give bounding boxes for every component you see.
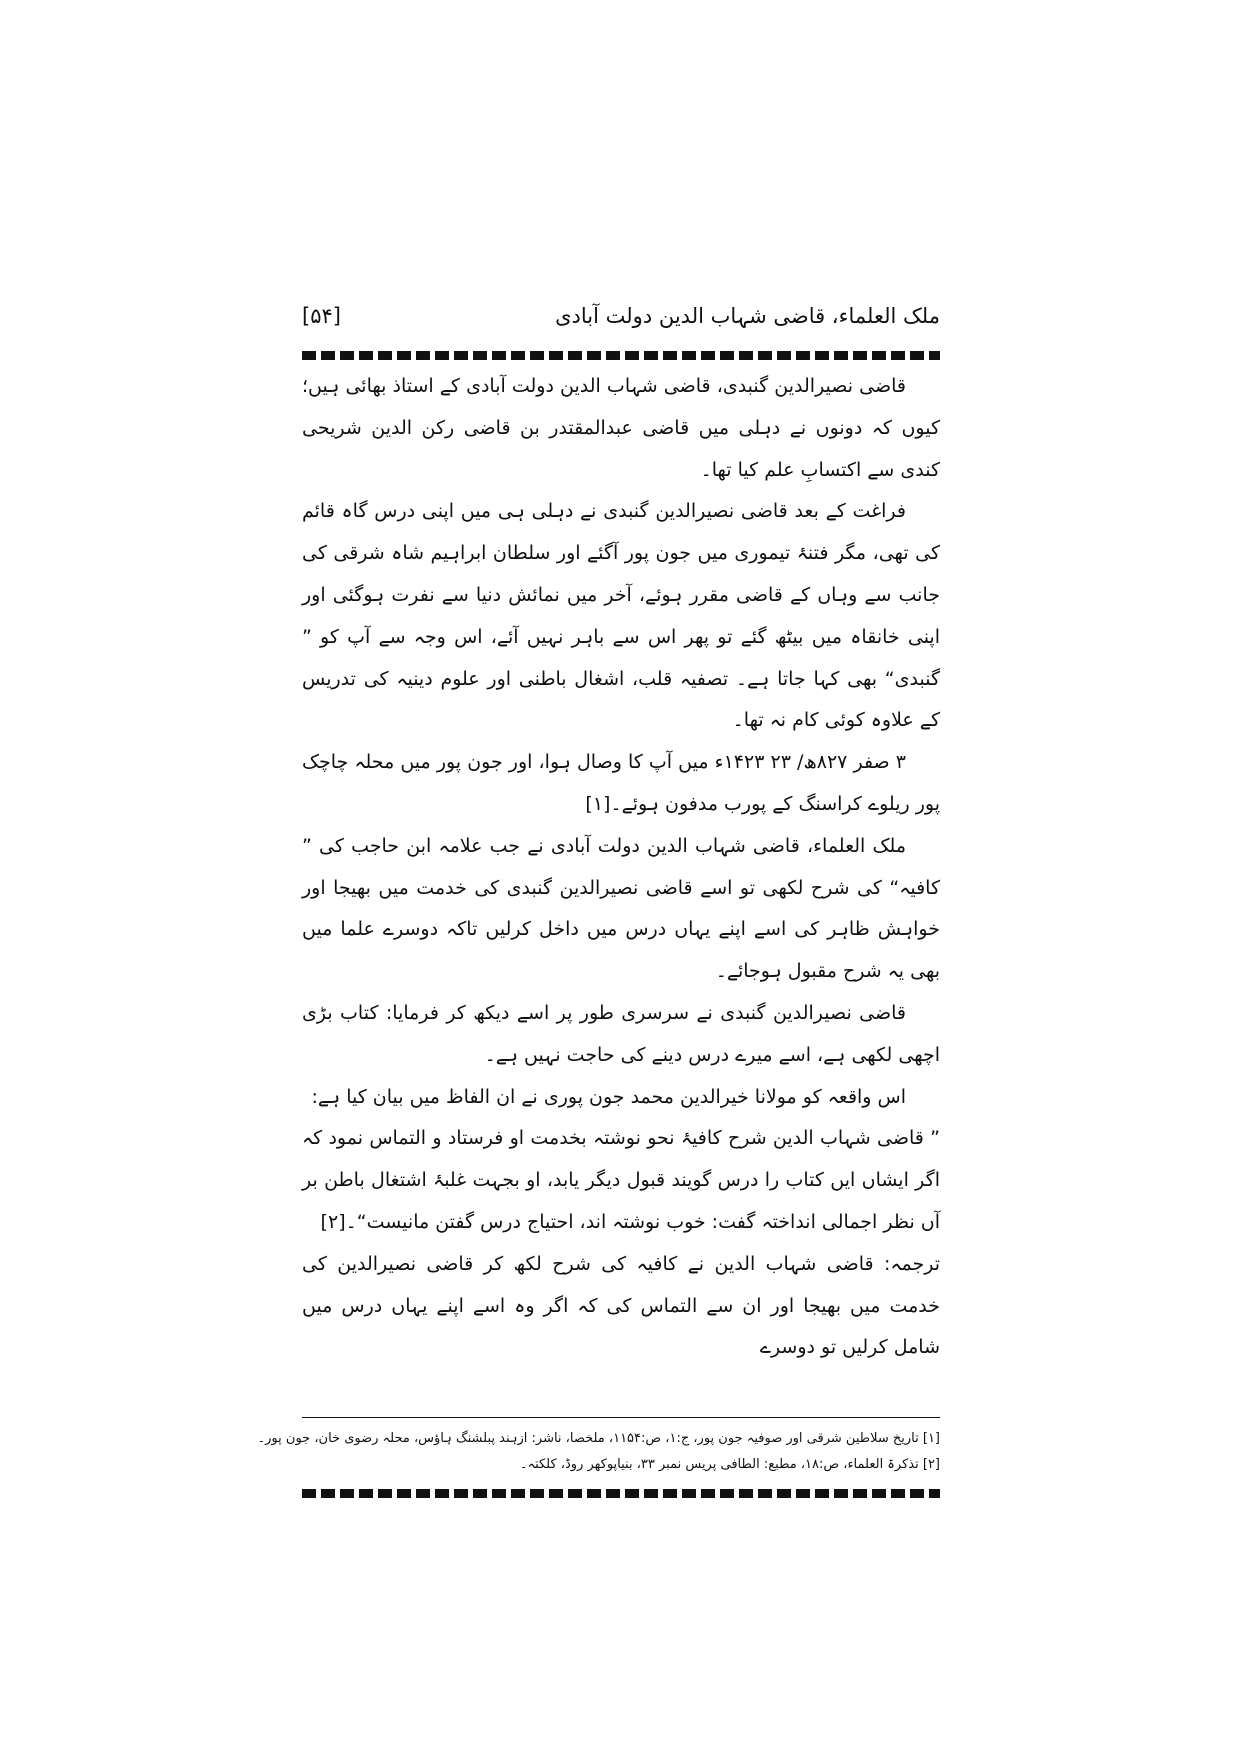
paragraph-3: ۳ صفر ۸۲۷ھ/ ۲۳ ۱۴۲۳ء میں آپ کا وصال ہوا، اور جون پور میں محلہ چاچک پور ریلوے کراسنگ کے پورب مدفون ہوئے۔[۱]: [302, 751, 940, 815]
footer-dashed-rule: [302, 1489, 940, 1498]
paragraph-6: اس واقعہ کو مولانا خیرالدین محمد جون پوری نے ان الفاظ میں بیان کیا ہے:: [311, 1085, 906, 1108]
paragraph-5: قاضی نصیرالدین گنبدی نے سرسری طور پر اسے دیکھ کر فرمایا: کتاب بڑی اچھی لکھی ہے، اسے میرے درس دینے کی حاجت نہیں ہے۔: [302, 1001, 940, 1066]
footnote-1: [۱] تاریخ سلاطین شرقی اور صوفیہ جون پور، ج:۱، ص:۱۱۵۴، ملخصا، ناشر: ازہند پبلشنگ ہاؤس، محلہ رضوی خان، جون پور۔: [257, 1431, 940, 1446]
paragraph-1: قاضی نصیرالدین گنبدی، قاضی شہاب الدین دولت آبادی کے استاذ بھائی ہیں؛ کیوں کہ دونوں نے دہلی میں قاضی عبدالمقتدر بن قاضی رکن الدین شریحی کندی سے اکتسابِ علم کیا تھا۔: [302, 375, 940, 481]
body-text: [302, 366, 940, 1369]
page-number: [۵۴]: [302, 304, 341, 328]
translation-paragraph: ترجمہ: قاضی شہاب الدین نے کافیہ کی شرح لکھ کر قاضی نصیرالدین کی خدمت میں بھیجا اور ان سے التماس کی کہ اگر وہ اسے اپنے یہاں درس میں شامل کرلیں تو دوسرے: [302, 1252, 940, 1359]
footnotes: [257, 1426, 940, 1478]
persian-quotation: ” قاضی شہاب الدین شرح کافیۂ نحو نوشتہ بخدمت او فرستاد و التماس نمود کہ اگر ایشاں ایں کتاب را درس گویند قبول دیگر یابد، او بجہت غلبۂ اشتغال باطن بر آں نظر اجمالی انداختہ گفت: خوب نوشتہ اند، احتیاج درس گفتن مانیست“۔[۲]: [302, 1127, 940, 1233]
running-title: ملک العلماء، قاضی شہاب الدین دولت آبادی: [555, 304, 940, 328]
header-dashed-rule: [302, 351, 940, 360]
footnote-2: [۲] تذکرۃ العلماء، ص:۱۸، مطبع: الطافی پریس نمبر ۳۳، بنیاپوکھر روڈ، کلکتہ۔: [519, 1457, 940, 1472]
paragraph-2: فراغت کے بعد قاضی نصیرالدین گنبدی نے دہلی ہی میں اپنی درس گاہ قائم کی تھی، مگر فتنۂ تیموری میں جون پور آگئے اور سلطان ابراہیم شاہ شرقی کی جانب سے وہاں کے قاضی مقرر ہوئے، آخر میں نمائش دنیا سے نفرت ہوگئی اور اپنی خانقاہ میں بیٹھ گئے تو پھر اس سے باہر نہیں آئے، اس وجہ سے آپ کو ” گنبدی“ بھی کہا جاتا ہے۔ تصفیہ قلب، اشغال باطنی اور علوم دینیہ کی تدریس کے علاوہ کوئی کام نہ تھا۔: [302, 500, 940, 732]
paragraph-4: ملک العلماء، قاضی شہاب الدین دولت آبادی نے جب علامہ ابن حاجب کی ” کافیہ“ کی شرح لکھی تو اسے قاضی نصیرالدین گنبدی کی خدمت میں بھیجا اور خواہش ظاہر کی اسے اپنے یہاں درس میں داخل کرلیں تاکہ دوسرے علما میں بھی یہ شرح مقبول ہوجائے۔: [302, 834, 940, 983]
footnote-separator: [302, 1417, 940, 1418]
page-header: [302, 300, 940, 344]
